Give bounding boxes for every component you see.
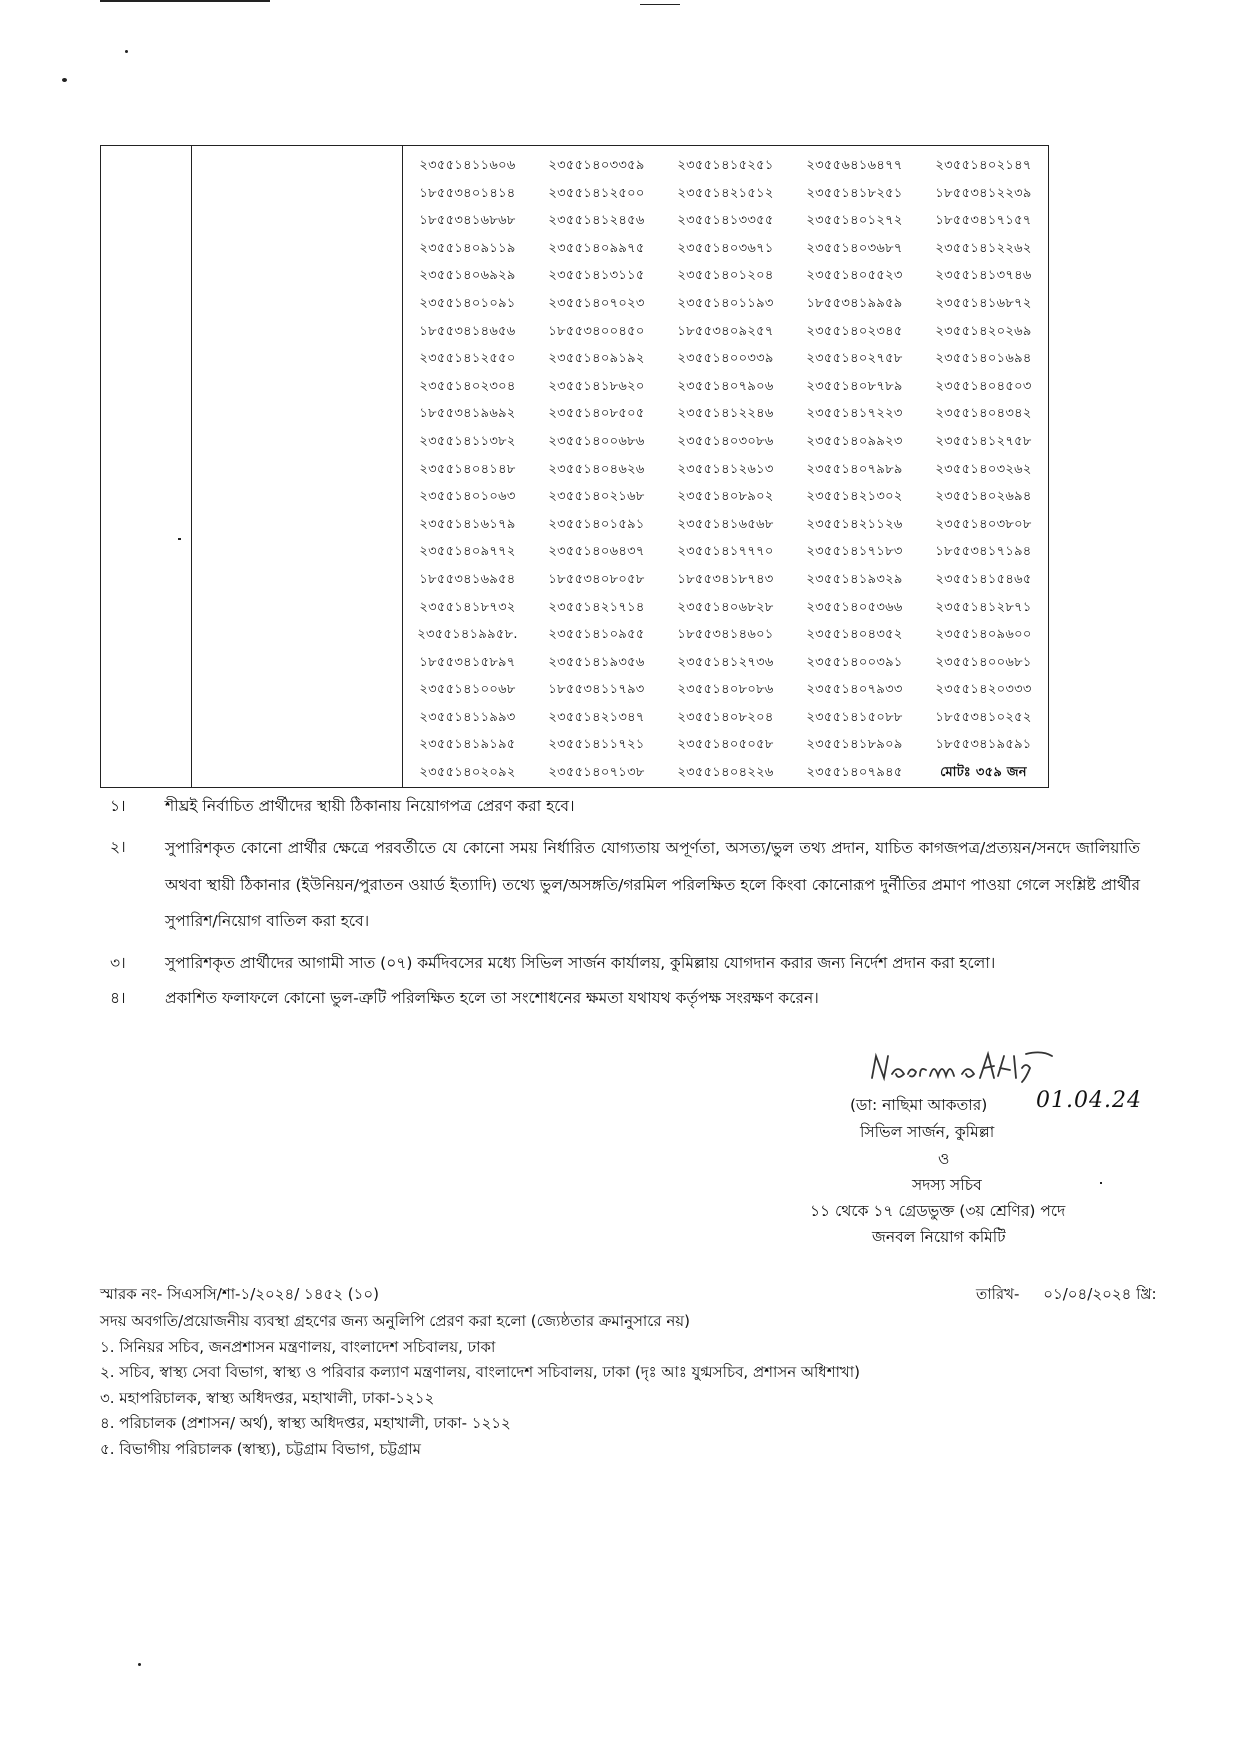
recipient-item: ৪. পরিচালক (প্রশাসন/ অর্থ), স্বাস্থ্য অধিদপ্তর, মহাখালী, ঢাকা- ১২১২: [100, 1414, 511, 1432]
roll-number-cell: ২৩৫৫১৪০৪৬২৬: [548, 461, 645, 477]
memo-date: [976, 1283, 1157, 1308]
roll-number-cell: ২৩৫৫১৪০৯৯২৩: [806, 433, 903, 449]
roll-number-cell: ২৩৫৫১৪০০৬৮১: [935, 654, 1032, 670]
roll-number-cell: ২৩৫৫১৪১৮৭৩২: [419, 599, 516, 615]
roll-number-cell: ২৩৫৫১৪২০২৬৯: [935, 323, 1032, 339]
instructions-list: [100, 795, 1140, 1022]
roll-number-cell: ২৩৫৫১৪০৭১৩৮: [548, 765, 645, 781]
note-item: [100, 795, 1140, 818]
roll-number-cell: ২৩৫৫১৪০১১৯৩: [677, 295, 774, 311]
serial-column: [101, 146, 192, 788]
roll-number-cell: ১৮৫৫৩৪১৬৯৫৪: [419, 571, 516, 587]
roll-number-table: [100, 145, 1049, 788]
post-name-column: [192, 146, 403, 788]
note-text: প্রকাশিত ফলাফলে কোনো ভুল-ত্রুটি পরিলক্ষিত হলে তা সংশোধনের ক্ষমতা যথাযথ কর্তৃপক্ষ সংরক্ষণ করেন।: [165, 988, 819, 1007]
roll-number-cell: ১৮৫৫৩৪১৭১৫৭: [935, 213, 1032, 229]
roll-number-cell: ২৩৫৫১৪০৮৯০২: [677, 489, 774, 505]
roll-number-cell: ২৩৫৫১৪১৮২৫১: [806, 185, 903, 201]
note-number: ৪।: [110, 988, 126, 1007]
roll-number-cell: ২৩৫৫৬৪১৬৪৭৭: [806, 158, 903, 173]
roll-number-cell: ২৩৫৫১৪০৭০২৩: [548, 295, 645, 311]
roll-number-cell: ২৩৫৫১৪১৭৭৭০: [677, 544, 774, 560]
roll-number-cell: ২৩৫৫১৪১৩৩৫৫: [677, 213, 774, 229]
signatory-conjunction: ও: [938, 1150, 950, 1168]
signatory-role: সদস্য সচিব: [912, 1176, 982, 1194]
roll-number-cell: ২৩৫৫১৪০৮০৮৬: [677, 682, 774, 698]
roll-number-cell: ২৩৫৫১৪১৫২৫১: [677, 158, 774, 173]
roll-number-cell: ১৮৫৫৩৪১২২৩৯: [935, 185, 1032, 201]
roll-number-cell: ২৩৫৫১৪১৫০৮৮: [806, 709, 903, 725]
roll-number-cell: ২৩৫৫১৪১০০৬৮: [419, 682, 516, 698]
roll-number-cell: ২৩৫৫১৪১২৬১৩: [677, 461, 774, 477]
memo-date-value: ০১/০৪/২০২৪ খ্রি:: [1043, 1285, 1157, 1303]
roll-number-cell: ২৩৫৫১৪০১২০৪: [677, 268, 774, 284]
note-number: ২।: [110, 838, 126, 857]
roll-number-cell: ২৩৫৫১৪০১০৬৩: [419, 489, 516, 505]
roll-number-cell: ১৮৫৫৩৪০৯২৫৭: [677, 323, 774, 339]
roll-number-cell: ২৩৫৫১৪১১৬০৬: [419, 158, 516, 173]
roll-number-cell: ২৩৫৫১৪০২৩৪৫: [806, 323, 903, 339]
roll-number-cell: ২৩৫৫১৪২১৫১২: [677, 185, 774, 201]
roll-number-cell: ২৩৫৫১৪২১৩৪৭: [548, 709, 645, 725]
roll-number-cell: ২৩৫৫১৪০১২৭২: [806, 213, 903, 229]
roll-number-cell: ২৩৫৫১৪০৭৯০৬: [677, 378, 774, 394]
roll-number-cell: ২৩৫৫১৪০৯৬০০: [935, 627, 1032, 643]
roll-number-cell: ১৮৫৫৩৪১০২৫২: [935, 709, 1032, 725]
roll-number-cell: ২৩৫৫১৪০৪৫০৩: [935, 378, 1032, 394]
roll-number-cell: ২৩৫৫১৪০২০৯২: [419, 765, 516, 781]
roll-number-cell: ২৩৫৫১৪০৬৪৩৭: [548, 544, 645, 560]
roll-number-cell: ২৩৫৫১৪২১৭১৪: [548, 599, 645, 615]
roll-number-cell: ২৩৫৫১৪০৮৭৮৯: [806, 378, 903, 394]
roll-number-cell: ২৩৫৫১৪০৭৯৪৫: [806, 765, 903, 781]
roll-number-cell: ১৮৫৫৩৪০০৪৫০: [548, 323, 645, 339]
roll-number-cell: ২৩৫৫১৪০৩৩৫৯: [548, 158, 645, 173]
roll-number-cell: ২৩৫৫১৪০৪৩৫২: [806, 627, 903, 643]
note-text: সুপারিশকৃত কোনো প্রার্থীর ক্ষেত্রে পরবর্তীতে যে কোনো সময় নির্ধারিত যোগ্যতায় অপূর্ণতা, অসত্য/ভুল তথ্য প্রদান, যাচিত কাগজপত্র/প্রত্যয়ন/সনদে জালিয়াতি অথবা স্থায়ী ঠিকানার (ইউনিয়ন/পুরাতন ওয়ার্ড ইত্যাদি) তথ্যে ভুল/অসঙ্গতি/গরমিল পরিলক্ষিত হলে কিংবা কোনোরূপ দুর্নীতির প্রমাণ পাওয়া গেলে সংশ্লিষ্ট প্রার্থীর সুপারিশ/নিয়োগ বাতিল করা হবে।: [165, 839, 1140, 931]
roll-number-cell: ২৩৫৫১৪১৬৫৬৮: [677, 516, 774, 532]
roll-number-cell: ২৩৫৫১৪০২১৪৭: [935, 158, 1032, 173]
note-number: ১।: [110, 797, 126, 815]
roll-number-cell: ১৮৫৫৩৪০১৪১৪: [419, 185, 516, 201]
roll-number-cell: ২৩৫৫১৪১৯৩২৯: [806, 571, 903, 587]
signatory-designation: সিভিল সার্জন, কুমিল্লা: [860, 1123, 995, 1141]
roll-number-cell: ২৩৫৫১৪০২৭৫৮: [806, 351, 903, 367]
roll-number-cell: ২৩৫৫১৪১২৫৫০: [419, 351, 516, 367]
memo-section: [100, 1283, 1160, 1462]
roll-number-cell: ২৩৫৫১৪০০৬৮৬: [548, 433, 645, 449]
roll-number-cell: ২৩৫৫১৪১৯১৯৫: [419, 737, 516, 753]
roll-number-cell: ২৩৫৫১৪০৯৯৭৫: [548, 240, 645, 256]
roll-number-cell: ২৩৫৫১৪০২৩০৪: [419, 378, 516, 394]
roll-number-cell: ১৮৫৫৩৪১৬৮৬৮: [419, 213, 516, 229]
signature-date: 01.04.24: [1036, 1088, 1142, 1113]
roll-number-cell: ১৮৫৫৩৪১১৭৯৩: [548, 682, 645, 698]
roll-number-cell: ২৩৫৫১৪১৭২২৩: [806, 406, 903, 422]
roll-number-cell: ২৩৫৫১৪১৭১৮৩: [806, 544, 903, 560]
roll-number-cell: ২৩৫৫১৪০১৬৯৪: [935, 351, 1032, 367]
roll-number-cell: ২৩৫৫১৪২০৩৩৩: [935, 682, 1032, 698]
roll-number-cell: ২৩৫৫১৪২১১২৬: [806, 516, 903, 532]
roll-number-cell: ২৩৫৫১৪০৩২৬২: [935, 461, 1032, 477]
roll-number-cell: ২৩৫৫১৪০৬৯২৯: [419, 268, 516, 284]
roll-number-cell: ২৩৫৫১৪০৫৫২৩: [806, 268, 903, 284]
roll-number-cell: ২৩৫৫১৪১১৭২১: [548, 737, 645, 753]
roll-number-cell: ১৮৫৫৩৪১৪৬৫৬: [419, 323, 516, 339]
roll-number-cell: ২৩৫৫১৪০৭৯৮৯: [806, 461, 903, 477]
roll-number-cell: ২৩৫৫১৪১৮৬২০: [548, 378, 645, 394]
roll-number-cell: ২৩৫৫১৪১২২৬২: [935, 240, 1032, 256]
roll-number-cell: ১৮৫৫৩৪১৭১৯৪: [935, 544, 1032, 560]
memo-date-label: তারিখ-: [976, 1285, 1020, 1303]
roll-number-cell: ২৩৫৫১৪২১৩০২: [806, 489, 903, 505]
roll-numbers-cell: [403, 146, 1049, 788]
total-count-cell: মোটঃ ৩৫৯ জন: [940, 765, 1027, 781]
roll-number-cell: ২৩৫৫১৪০৫৩৬৬: [806, 599, 903, 615]
roll-number-cell: ২৩৫৫১৪১৬৮৭২: [935, 295, 1032, 311]
roll-number-cell: ২৩৫৫১৪০১৫৯১: [548, 516, 645, 532]
roll-number-cell: ২৩৫৫১৪০২১৬৮: [548, 489, 645, 505]
roll-number-cell: ২৩৫৫১৪১০৯৫৫: [548, 627, 645, 643]
signatory-name: (ডা: নাছিমা আকতার): [850, 1096, 988, 1114]
roll-number-cell: ২৩৫৫১৪০৩০৮৬: [677, 433, 774, 449]
roll-number-cell: ২৩৫৫১৪০৯১১৯: [419, 240, 516, 256]
roll-number-cell: ১৮৫৫৩৪১৯৫৯১: [935, 737, 1032, 753]
recipient-item: ৫. বিভাগীয় পরিচালক (স্বাস্থ্য), চট্টগ্রাম বিভাগ, চট্টগ্রাম: [100, 1439, 422, 1458]
recipient-item: ১. সিনিয়র সচিব, জনপ্রশাসন মন্ত্রণালয়, বাংলাদেশ সচিবালয়, ঢাকা: [100, 1337, 496, 1356]
note-number: ৩।: [110, 953, 126, 972]
signatory-committee: জনবল নিয়োগ কমিটি: [872, 1228, 1006, 1246]
roll-number-cell: ২৩৫৫১৪১৩৭৪৬: [935, 268, 1032, 284]
roll-number-cell: ১৮৫৫৩৪১৫৮৯৭: [419, 654, 516, 670]
roll-number-cell: ২৩৫৫১৪১২৭৫৮: [935, 433, 1032, 449]
roll-number-cell: ২৩৫৫১৪০৪১৪৮: [419, 461, 516, 477]
memo-intro: সদয় অবগতি/প্রয়োজনীয় ব্যবস্থা গ্রহণের জন্য অনুলিপি প্রেরণ করা হলো (জ্যেষ্ঠতার ক্রমানুসারে নয়): [100, 1312, 690, 1330]
roll-number-cell: ২৩৫৫১৪০৮২০৪: [677, 709, 774, 725]
roll-number-cell: ২৩৫৫১৪০৩৬৭১: [677, 240, 774, 256]
roll-number-cell: ২৩৫৫১৪১৮৯০৯: [806, 737, 903, 753]
note-item: [100, 987, 1140, 1010]
roll-number-cell: ২৩৫৫১৪০৪২২৬: [677, 765, 774, 781]
roll-number-cell: ২৩৫৫১৪১২৫০০: [548, 185, 645, 201]
roll-number-cell: ২৩৫৫১৪০০৩৯১: [806, 654, 903, 670]
roll-number-cell: ১৮৫৫৩৪১৯৬৯২: [419, 406, 516, 422]
roll-number-cell: ২৩৫৫১৪১৩১১৫: [548, 268, 645, 284]
roll-number-cell: ২৩৫৫১৪০৪৩৪২: [935, 406, 1032, 422]
recipient-item: ২. সচিব, স্বাস্থ্য সেবা বিভাগ, স্বাস্থ্য ও পরিবার কল্যাণ মন্ত্রণালয়, বাংলাদেশ সচিবালয়, ঢাকা (দৃঃ আঃ যুগ্মসচিব, প্রশাসন অধিশাখা): [100, 1363, 860, 1381]
roll-number-cell: ২৩৫৫১৪১৯৩৫৬: [548, 654, 645, 670]
roll-number-grid: [403, 152, 1048, 787]
roll-number-cell: ২৩৫৫১৪০৬৮২৮: [677, 599, 774, 615]
roll-number-cell: ২৩৫৫১৪১২৭৩৬: [677, 654, 774, 670]
roll-number-cell: ২৩৫৫১৪০৩৮০৮: [935, 516, 1032, 532]
roll-number-cell: ২৩৫৫১৪০১০৯১: [419, 295, 516, 311]
roll-number-cell: ২৩৫৫১৪০৩৬৮৭: [806, 240, 903, 256]
roll-number-cell: ২৩৫৫১৪১১৩৮২: [419, 433, 516, 449]
roll-number-cell: ২৩৫৫১৪১২২৪৬: [677, 406, 774, 422]
note-item: [100, 830, 1140, 939]
roll-number-cell: ২৩৫৫১৪১২৮৭১: [935, 599, 1032, 615]
recipient-item: ৩. মহাপরিচালক, স্বাস্থ্য অধিদপ্তর, মহাখালী, ঢাকা-১২১২: [100, 1388, 435, 1407]
roll-number-cell: ২৩৫৫১৪১৬১৭৯: [419, 516, 516, 532]
roll-number-cell: ২৩৫৫১৪০৯৭৭২: [419, 544, 516, 560]
roll-number-cell: ২৩৫৫১৪১১৯৯৩: [419, 709, 516, 725]
roll-number-cell: ২৩৫৫১৪০২৬৯৪: [935, 489, 1032, 505]
roll-number-cell: ২৩৫৫১৪১৫৪৬৫: [935, 571, 1032, 587]
handwritten-signature: [870, 1048, 1110, 1088]
roll-number-cell: ২৩৫৫১৪১২৪৫৬: [548, 213, 645, 229]
memo-number: স্মারক নং- সিএসসি/শা-১/২০২৪/ ১৪৫২ (১০): [100, 1285, 379, 1303]
roll-number-cell: ১৮৫৫৩৪০৮০৫৮: [548, 571, 645, 587]
note-text: শীঘ্রই নির্বাচিত প্রার্থীদের স্থায়ী ঠিকানায় নিয়োগপত্র প্রেরণ করা হবে।: [165, 797, 575, 815]
roll-number-cell: ২৩৫৫১৪০৯১৯২: [548, 351, 645, 367]
roll-number-cell: ২৩৫৫১৪০০৩৩৯: [677, 351, 774, 367]
signatory-grade-line: ১১ থেকে ১৭ গ্রেডভুক্ত (৩য় শ্রেণির) পদে: [810, 1202, 1066, 1220]
roll-number-cell: ১৮৫৫৩৪১৯৯৫৯: [806, 295, 903, 311]
roll-number-cell: ২৩৫৫১৪০৮৫০৫: [548, 406, 645, 422]
roll-number-cell: ২৩৫৫১৪১৯৯৫৮.: [417, 627, 518, 643]
note-text: সুপারিশকৃত প্রার্থীদের আগামী সাত (০৭) কর্মদিবসের মধ্যে সিভিল সার্জন কার্যালয়, কুমিল্লায় যোগদান করার জন্য নির্দেশ প্রদান করা হলো।: [165, 953, 996, 972]
roll-number-cell: ২৩৫৫১৪০৫০৫৮: [677, 737, 774, 753]
roll-number-cell: ১৮৫৫৩৪১৪৬০১: [677, 627, 774, 643]
roll-number-cell: ১৮৫৫৩৪১৮৭৪৩: [677, 571, 774, 587]
note-item: [100, 952, 1140, 975]
roll-number-cell: ২৩৫৫১৪০৭৯৩৩: [806, 682, 903, 698]
